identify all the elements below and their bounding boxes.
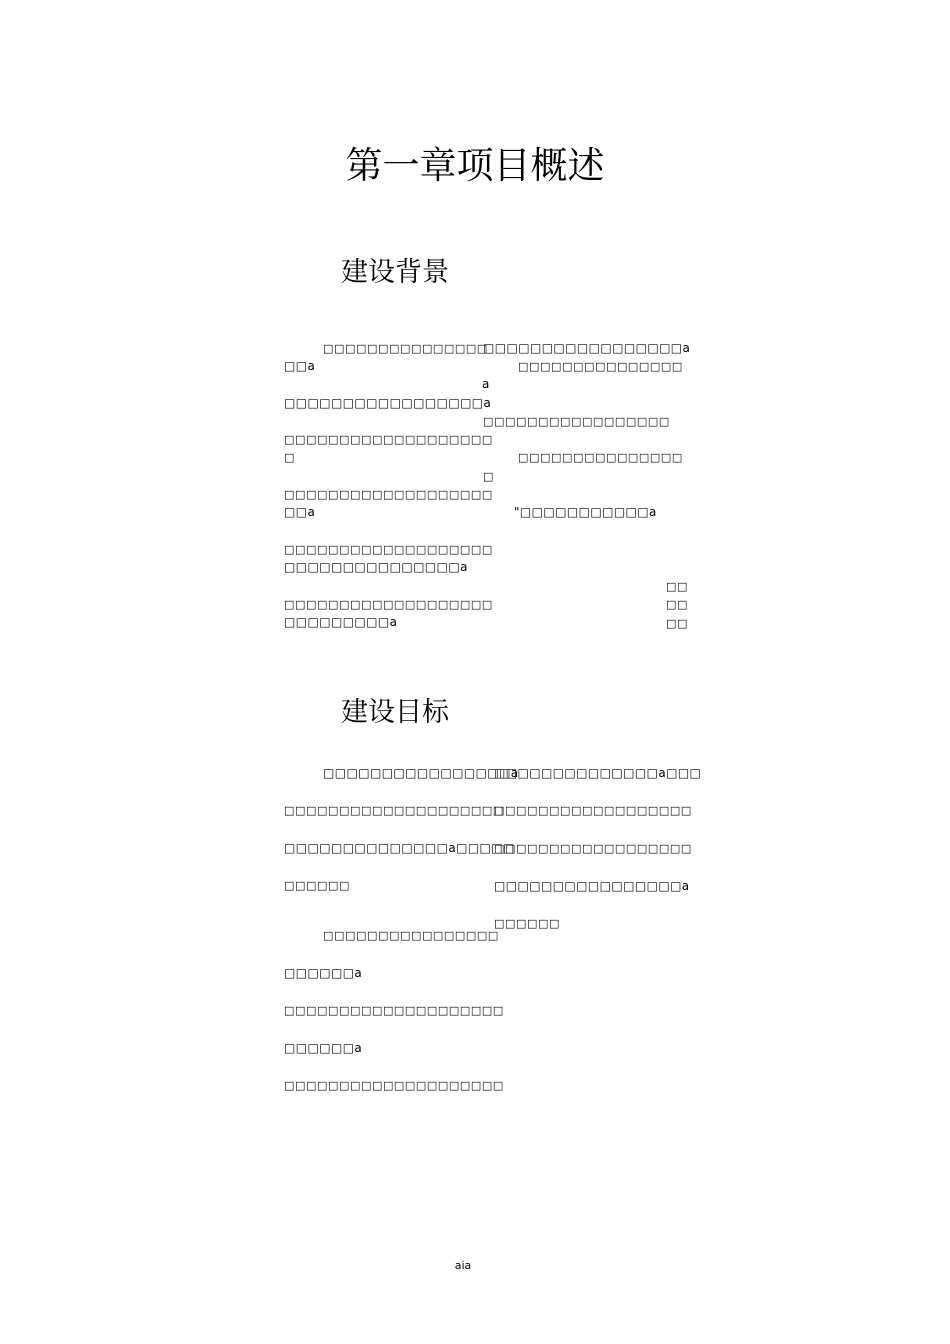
text-line: □□a: [284, 505, 316, 519]
section-heading-goals: 建设目标: [341, 697, 449, 728]
text-line: □□□□□□□□□□□□□□□□a: [494, 879, 690, 893]
text-line: □□□□□□□□□□□□□□□□□: [483, 415, 670, 428]
text-line: □□□□□□a: [284, 966, 363, 980]
text-line: □□□□□□□□□□□□□□□□□□□□: [284, 1004, 504, 1017]
text-line: □□□□□□□□□□□□□□□a: [284, 560, 468, 574]
margin-mark: □□: [666, 617, 688, 630]
text-line: □□□□□□□□□□□□□□□□□□□: [284, 543, 493, 556]
text-line: a: [482, 377, 490, 391]
text-line: □□□□□□: [494, 917, 560, 930]
text-line: □□□□□□□□□□□□□□□: [323, 342, 488, 355]
text-line: □□□□□□□□□□□□□□□□□□: [494, 842, 692, 855]
text-line: "□□□□□□□□□□□a: [514, 505, 657, 519]
text-line: □□□□□□a: [284, 1041, 363, 1055]
margin-mark: □□: [666, 598, 688, 611]
text-line: □□□□□□□□□□□□□□□□□a: [483, 341, 691, 355]
text-line: □□□□□□□□□□□□□□□□□□□□: [284, 804, 504, 817]
text-line: □□□□□□□□□□□□□□□□□□□: [284, 488, 493, 501]
text-line: □: [483, 470, 494, 483]
text-line: □□□□□□□□□□□□□□□□□□□: [284, 598, 493, 611]
text-line: □□□□□□□□□□□□□□□□: [323, 929, 499, 942]
text-line: □□a: [284, 359, 316, 373]
text-line: □□□□□□□□□□□□□□□□□□□□: [284, 1079, 504, 1092]
text-line: □□□□□□□□□□□□□□□□a: [323, 766, 519, 780]
text-line: □: [284, 451, 295, 464]
text-line: □□□□□□□□□□□□□□□: [518, 451, 683, 464]
text-line: □□□□□□□□□□□□□□□: [518, 360, 683, 373]
text-line: □□□□□□□□□□□□□□a□□□: [494, 766, 702, 780]
chapter-title: 第一章项目概述: [345, 144, 605, 187]
margin-mark: □□: [666, 580, 688, 593]
text-line: □□□□□□□□□□□□□□a□□□□□: [284, 841, 515, 855]
section-heading-background: 建设背景: [341, 257, 449, 288]
text-line: □□□□□□□□□□□□□□□□□□: [494, 804, 692, 817]
text-line: □□□□□□□□□a: [284, 615, 398, 629]
text-line: □□□□□□□□□□□□□□□□□□□: [284, 433, 493, 446]
page-footer-label: aia: [454, 1259, 472, 1272]
text-line: □□□□□□: [284, 879, 350, 892]
text-line: □□□□□□□□□□□□□□□□□a: [284, 396, 492, 410]
